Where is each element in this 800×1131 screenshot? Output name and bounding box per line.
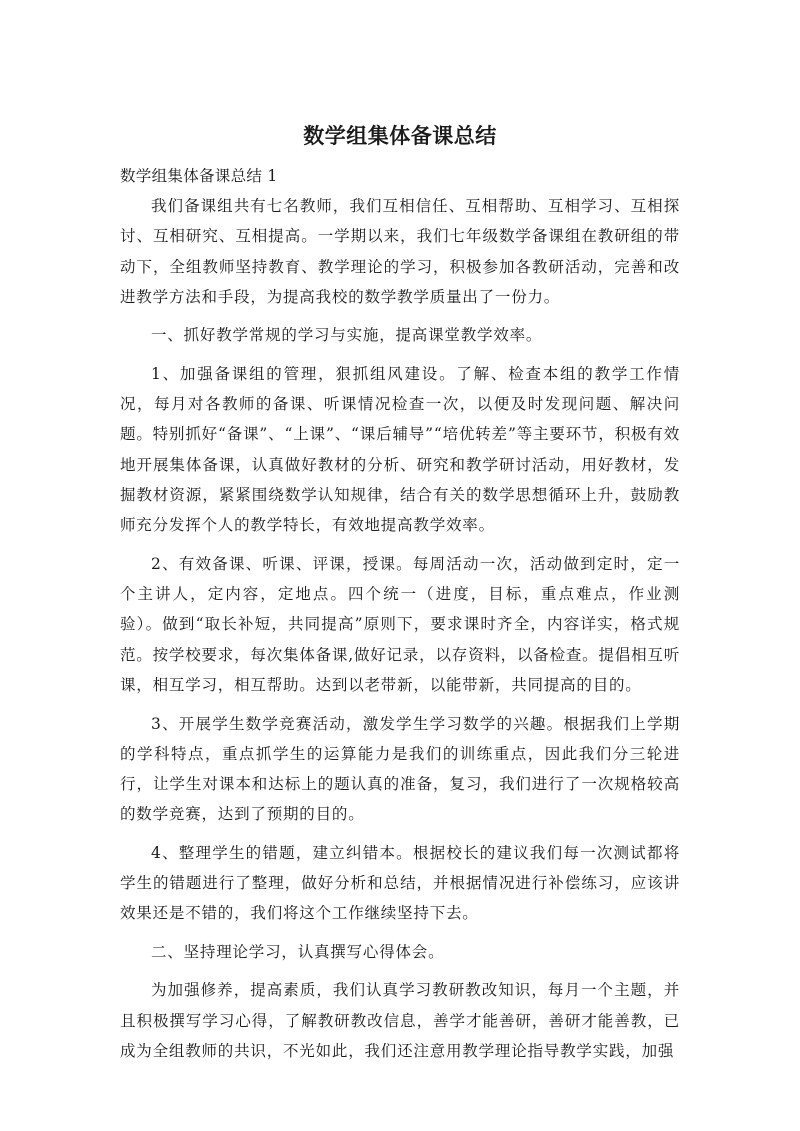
heading-section-one: 一、抓好教学常规的学习与实施，提高课堂教学效率。 [151,326,543,345]
paragraph-item-1: 1、加强备课组的管理，狠抓组风建设。了解、检查本组的教学工作情况，每月对各教师的备课、听课情况检查一次，以便及时发现问题、解决问题。特别抓好“备课”、“上课”、“课后辅导”“培优转差”等主要环节，积极有效地开展集体备课，认真做好教材的分析、研究和教学研讨活动，用好教材，发掘教材资源，紧紧围绕数学认知规律，结合有关的数学思想循环上升，鼓励教师充分发挥个人的教学特长，有效地提高教学效率。 [120,364,680,535]
paragraph-theory-study: 为加强修养，提高素质，我们认真学习教研教改知识，每月一个主题，并且积极撰写学习心得，了解教研教改信息，善学才能善研，善研才能善教，已成为全组教师的共识，不光如此，我们还注意用教学理论指导教学实践，加强 [120,981,680,1061]
document-page [120,118,680,1075]
heading-section-two: 二、坚持理论学习，认真撰写心得体会。 [151,942,445,961]
paragraph-intro: 我们备课组共有七名教师，我们互相信任、互相帮助、互相学习、互相探讨、互相研究、互相提高。一学期以来，我们七年级数学备课组在教研组的带动下，全组教师坚持教育、教学理论的学习，积极参加各教研活动，完善和改进教学方法和手段，为提高我校的数学教学质量出了一份力。 [120,197,680,306]
paragraph-item-4: 4、整理学生的错题，建立纠错本。根据校长的建议我们每一次测试都将学生的错题进行了整理，做好分析和总结，并根据情况进行补偿练习，应该讲效果还是不错的，我们将这个工作继续坚持下去。 [120,843,680,923]
paragraph-item-2: 2、有效备课、听课、评课，授课。每周活动一次，活动做到定时，定一个主讲人，定内容，定地点。四个统一（进度，目标，重点难点，作业测验）。做到“取长补短，共同提高”原则下，要求课时齐全，内容详实，格式规范。按学校要求，每次集体备课,做好记录，以存资料，以备检查。提倡相互听课，相互学习，相互帮助。达到以老带新，以能带新，共同提高的目的。 [120,554,680,695]
document-title: 数学组集体备课总结 [303,124,497,148]
section-subtitle: 数学组集体备课总结 1 [120,167,278,185]
paragraph-item-3: 3、开展学生数学竞赛活动，激发学生学习数学的兴趣。根据我们上学期的学科特点，重点抓学生的运算能力是我们的训练重点，因此我们分三轮进行，让学生对课本和达标上的题认真的准备，复习，我们进行了一次规格较高的数学竞赛，达到了预期的目的。 [120,714,680,824]
